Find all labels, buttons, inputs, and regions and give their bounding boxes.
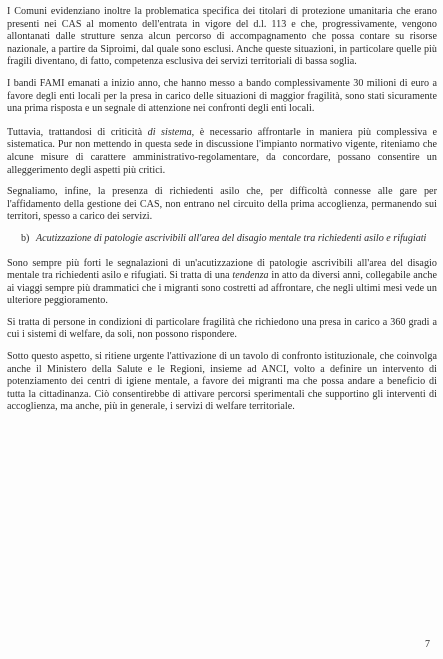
paragraph-text: in atto da diversi anni, collegabile anche ai viaggi sempre più drammatici che i migranti sono costretti ad affrontare, che negli ultimi mesi vede un ulteriore peggioramento. [7,270,437,307]
paragraph-humanitarian-protection: I Comuni evidenziano inoltre la problematica specifica dei titolari di protezione umanitaria che erano presenti nei CAS al momento dell'entrata in vigore del d.l. 113 e che, progressivamente, vengono allontanati dalle strutture senza alcun percorso di accompagnamento che possa contare su risorse nazionale, a partire da Siproimi, dal quale sono esclusi. Anche queste situazioni, in particolare quelle più fragili diventano, di fatto, competenza esclusiva dei servizi territoriali di bassa soglia. [7,6,437,68]
section-title: Acutizzazione di patologie ascrivibili all'area del disagio mentale tra richiedenti asilo e rifugiati [36,232,427,244]
paragraph-text: Sono sempre più forti le segnalazioni di un'acutizzazione di patologie ascrivibili all'area del disagio mentale tra richiedenti asilo e rifugiati. Si tratta di una [7,257,437,282]
paragraph-mental-health-trend [7,258,437,308]
paragraph-asylum-seekers: Segnaliamo, infine, la presenza di richiedenti asilo che, per difficoltà connesse alle gare per l'affidamento della gestione dei CAS, non entrano nel circuito della prima accoglienza, permanendo sui territori, spesso a carico dei servizi. [7,186,437,223]
paragraph-text: , è necessario affrontarle in maniera più complessiva e sistematica. Pur non mettendo in questa sede in discussione l'impianto normativo vigente, riteniamo che alcune misure di carattere amministrativo-regolamentare, da concordare, possano consentire un alleggerimento degli aspetti più critici. [7,126,438,176]
document-body [7,6,437,423]
emphasis-text: di sistema [147,126,192,138]
page-number: 7 [425,639,430,650]
section-marker: b) [21,232,30,244]
paragraph-fami-calls: I bandi FAMI emanati a inizio anno, che hanno messo a bando complessivamente 30 milioni di euro a favore degli enti locali per la presa in carico delle situazioni di maggior fragilità, sono stati sicuramente una prima risposta e un segnale di attenzione nei confronti degli enti locali. [7,77,437,115]
paragraph-fragile-persons: Si tratta di persone in condizioni di particolare fragilità che richiedono una presa in carico a 360 gradi a cui i sistemi di welfare, da soli, non possono rispondere. [7,316,437,341]
paragraph-systemic-criticality [7,127,437,177]
paragraph-text: Tuttavia, trattandosi di criticità [7,126,148,138]
paragraph-institutional-table: Sotto questo aspetto, si ritiene urgente l'attivazione di un tavolo di confronto istituzionale, che coinvolga anche il Ministero della Salute e le Regioni, insieme ad ANCI, volto a definire un intervento di potenziamento dei centri di igiene mentale, a favore dei migranti ma che possa andare a beneficio di tutta la cittadinanza. Ciò consentirebbe di attivare percorsi sperimentali che supportino gli interventi di accoglienza, ma anche, più in generale, i servizi di welfare territoriale. [7,351,437,413]
section-heading [21,233,437,246]
emphasis-text: tendenza [232,270,269,282]
